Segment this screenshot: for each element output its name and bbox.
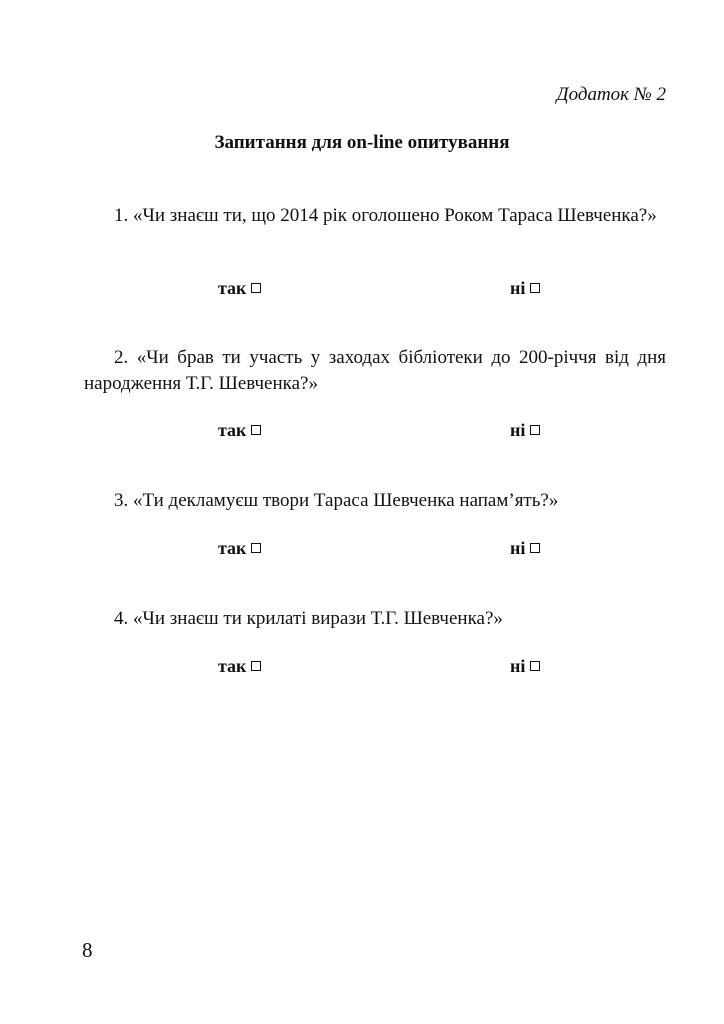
no-label: ні (510, 538, 526, 558)
question-3-yes-option[interactable] (218, 538, 261, 559)
yes-label: так (218, 656, 247, 676)
no-label: ні (510, 656, 526, 676)
appendix-label: Додаток № 2 (556, 84, 666, 105)
question-3-answers (0, 538, 724, 560)
question-3-text: 3. «Ти декламуєш твори Тараса Шевченка напам’ять?» (114, 490, 559, 511)
question-2-yes-option[interactable] (218, 420, 261, 441)
no-label: ні (510, 278, 526, 298)
checkbox-icon[interactable] (530, 661, 540, 671)
yes-label: так (218, 278, 247, 298)
yes-label: так (218, 420, 247, 440)
question-2-no-option[interactable] (510, 420, 540, 441)
question-4-text: 4. «Чи знаєш ти крилаті вирази Т.Г. Шевченка?» (114, 608, 503, 629)
checkbox-icon[interactable] (530, 283, 540, 293)
checkbox-icon[interactable] (251, 425, 261, 435)
checkbox-icon[interactable] (251, 283, 261, 293)
checkbox-icon[interactable] (251, 661, 261, 671)
page-number: 8 (82, 938, 93, 962)
checkbox-icon[interactable] (251, 543, 261, 553)
checkbox-icon[interactable] (530, 543, 540, 553)
question-3-no-option[interactable] (510, 538, 540, 559)
yes-label: так (218, 538, 247, 558)
question-4-answers (0, 656, 724, 678)
page-title: Запитання для on-line опитування (214, 132, 510, 153)
question-1-yes-option[interactable] (218, 278, 261, 299)
question-1-answers (0, 278, 724, 300)
checkbox-icon[interactable] (530, 425, 540, 435)
question-4-no-option[interactable] (510, 656, 540, 677)
question-4-yes-option[interactable] (218, 656, 261, 677)
no-label: ні (510, 420, 526, 440)
question-1-no-option[interactable] (510, 278, 540, 299)
question-2-answers (0, 420, 724, 442)
question-2-text: 2. «Чи брав ти участь у заходах бібліотеки до 200-річчя від дня народження Т.Г. Шевченка?» (84, 347, 666, 394)
question-1-text: 1. «Чи знаєш ти, що 2014 рік оголошено Роком Тараса Шевченка?» (114, 205, 657, 226)
